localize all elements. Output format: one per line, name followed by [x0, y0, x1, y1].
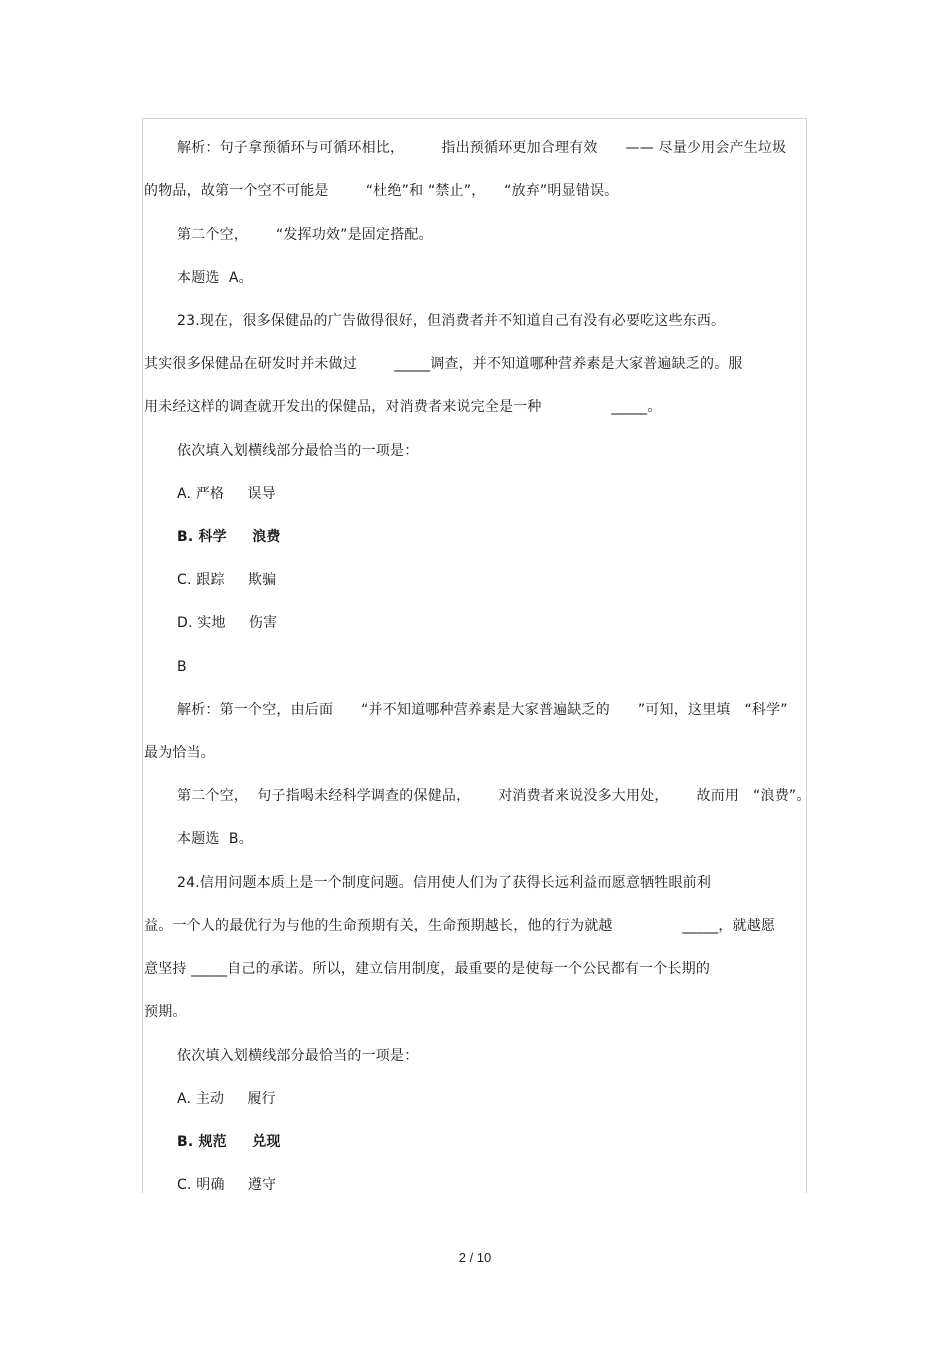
answer: B [177, 659, 187, 675]
question-23: 23.现在，很多保健品的广告做得很好，但消费者并不知道自己有没有必要吃这些东西。 [177, 313, 726, 329]
option-b: B. 规范 兑现 [177, 1134, 281, 1150]
question-24: 24.信用问题本质上是一个制度问题。信用使人们为了获得长远利益而愿意牺牲眼前利 [177, 875, 712, 891]
text-line: 第二个空， “发挥功效”是固定搭配。 [177, 227, 433, 243]
text-line: 解析：第一个空，由后面 “并不知道哪种营养素是大家普遍缺乏的 ”可知，这里填 “科学” [177, 702, 788, 718]
text-line: 用未经这样的调查就开发出的保健品，对消费者来说完全是一种 _____。 [144, 399, 662, 415]
option-c: C. 跟踪 欺骗 [177, 572, 277, 588]
text-line: 本题选 A。 [177, 270, 253, 286]
text-line: 解析：句子拿预循环与可循环相比， 指出预循环更加合理有效 —— 尽量少用会产生垃圾 [177, 140, 787, 156]
instruction-line: 依次填入划横线部分最恰当的一项是： [177, 443, 419, 459]
text-line: 第二个空， 句子指喝未经科学调查的保健品， 对消费者来说没多大用处， 故而用 “浪费”。 [177, 788, 811, 804]
option-b: B. 科学 浪费 [177, 529, 281, 545]
text-line: 其实很多保健品在研发时并未做过 _____调查，并不知道哪种营养素是大家普遍缺乏的。服 [144, 356, 743, 372]
option-c: C. 明确 遵守 [177, 1177, 277, 1193]
instruction-line: 依次填入划横线部分最恰当的一项是： [177, 1048, 419, 1064]
text-line: 益。一个人的最优行为与他的生命预期有关，生命预期越长，他的行为就越 _____，就越愿 [144, 918, 776, 934]
page-number: 2 / 10 [458, 1250, 492, 1265]
text-line: 预期。 [144, 1004, 187, 1020]
text-line: 本题选 B。 [177, 831, 253, 847]
text-line: 意坚持 _____自己的承诺。所以，建立信用制度，最重要的是使每一个公民都有一个长期的 [144, 961, 711, 977]
text-line: 最为恰当。 [144, 745, 215, 761]
option-a: A. 严格 误导 [177, 486, 276, 502]
option-a: A. 主动 履行 [177, 1091, 276, 1107]
option-d: D. 实地 伤害 [177, 615, 278, 631]
text-line: 的物品，故第一个空不可能是 “杜绝”和 “禁止”， “放弃”明显错误。 [144, 183, 619, 199]
